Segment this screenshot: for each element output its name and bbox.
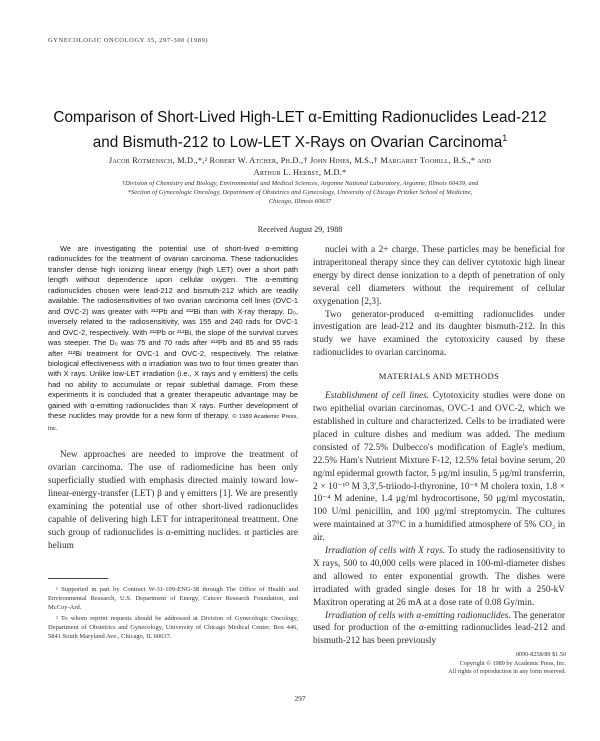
alpha-text: The generator used for production of the α-emitting radionuclides lead-212 and bismuth-212 has been previously: [313, 610, 565, 647]
affiliation-3: Chicago, Illinois 60637: [268, 198, 332, 205]
right-paragraph-2: Two generator-produced α-emitting radionuclides under investigation are lead-212 and its daughter bismuth-212. In this study we have examined the cytotoxicity caused by these radionuclides to ovarian carcinoma.: [313, 309, 565, 359]
footnote-2: ² To whom reprint requests should be addressed at Division of Gynecologic Oncology, Department of Obstetrics and Gynecology, University of Chicago Medical Center, Box 446, 5841 South Maryland Ave., Chicago, IL 60637.: [48, 615, 298, 641]
xray-heading: Irradiation of cells with X rays.: [325, 546, 446, 557]
xray-paragraph: [313, 545, 565, 610]
footnote-divider: [48, 578, 108, 579]
abstract: [48, 244, 298, 434]
abstract-text: We are investigating the potential use of short-lived α-emitting radionuclides for the treatment of ovarian carcinoma. These radionuclides transfer dense high ionizing linear energy (high LET) over a short path length without dependence upon cellular oxygen. The α-emitting radionuclides chosen were lead-212 and bismuth-212 which are readily available. The radiosensitivities of two ovarian carcinoma cell lines (OVC-1 and OVC-2) was greater with ²¹²Pb and ²¹²Bi than with X-ray therapy. D₀, inversely related to the radiosensitivity, was 155 and 240 rads for OVC-1 and OVC-2, respectively. With ²¹²Pb or ²¹²Bi, the slope of the survival curves was steeper. The D₀ was 75 and 70 rads after ²¹²Pb and 85 and 95 rads after ²¹²Bi treatment for OVC-1 and OVC-2, respectively. The relative biological effectiveness with α irradiation was two to four times greater than with X rays. Unlike low-LET irradiation (i.e., X rays and γ emitters) the cells had no ability to accumulate or repair sublethal damage. From these experiments it is concluded that a greater therapeutic advantage may be gained with α-emitting radionuclides than X rays. Further development of these nuclides may provide for a new form of therapy.: [48, 244, 298, 421]
author-list: [40, 155, 560, 179]
right-column: [313, 244, 565, 648]
introduction-paragraph: New approaches are needed to improve the treatment of ovarian carcinoma. The use of radiomedicine has been only superficially studied with emphasis directed mainly toward low-linear-energy-transfer (LET) β and γ emitters [1]. We are presently examining the potential use of other short-lived radionuclides capable of delivering high LET for intraperitoneal treatment. One such group of radionuclides is α-emitting nuclides. α particles are helium: [48, 450, 298, 551]
affiliation-1: †Division of Chemistry and Biology, Environmental and Medical Sciences, Argonne National Laboratory, Argonne, Illinois 60439, and: [121, 180, 479, 187]
alpha-heading: Irradiation of cells with α-emitting radionuclides.: [325, 610, 511, 621]
affiliations: [62, 179, 538, 206]
received-date: Received August 29, 1988: [257, 225, 343, 234]
footnote-1: ¹ Supported in part by Contract W-31-109-ENG-38 through The Office of Health and Environmental Research, U.S. Department of Energy, Cancer Research Foundation, and McCoy-Ard.: [48, 586, 298, 612]
publisher-info: [416, 651, 566, 677]
left-column: [48, 244, 298, 552]
abstract-copyright: © 1989 Academic Press, Inc.: [48, 414, 299, 432]
copyright-line: Copyright © 1989 by Academic Press, Inc.: [459, 659, 566, 667]
journal-header: GYNECOLOGIC ONCOLOGY 35, 297-300 (1989): [48, 37, 209, 44]
section-heading: MATERIALS AND METHODS: [378, 371, 500, 382]
rights-line: All rights of reproduction in any form reserved.: [448, 668, 566, 676]
xray-text: To study the radiosensitivity to X rays, 500 to 40,000 cells were placed in 100-ml-diameter dishes and allowed to enter exponential growth. The dishes were irradiated with graded single doses for 18 hr with a 250-kV Maxitron operating at 26 mA at a dose rate of 0.08 Gy/min.: [313, 546, 565, 608]
page-number: 297: [294, 694, 306, 703]
article-title: [40, 107, 560, 153]
affiliation-2: *Section of Gynecologic Oncology, Department of Obstetrics and Gynecology, University of Chicago Pritzker School of Medicine,: [127, 189, 473, 196]
authors-line-1: Jacob Rotmensch, M.D.,*,² Robert W. Atcher, Ph.D.,† John Hines, M.S.,† Margaret Toohill, B.S.,* and: [108, 156, 492, 165]
title-footnote-mark: 1: [502, 133, 508, 143]
issn-line: 0090-8258/89 $1.50: [515, 651, 566, 658]
cell-lines-text: Cytotoxicity studies were done on two epithelial ovarian carcinomas, OVC-1 and OVC-2, which we established in culture and characterized. Cells to be irradiated were placed in culture dishes and medium was added. The medium consisted of 72.5% Dulbecco's modification of Eagle's medium, 22.5% Ham's Nutrient Mixture F-12, 12.5% fetal bovine serum, 20 ng/ml epidermal growth factor, 5 μg/ml insulin, 5 μg/ml transferrin, 2 × 10⁻¹⁰ M 3,3',5-triiodo-l-thyronine, 10⁻⁸ M cholera toxin, 1.8 × 10⁻⁴ M adenine, 1.4 μg/ml hydrocortisone, 50 μg/ml mycostatin, 100 U/ml penicillin, and 100 μg/ml streptomycin. The cultures were maintained at 37°C in a humidified atmosphere of 5% CO₂ in air.: [313, 391, 566, 544]
footnotes: [48, 585, 298, 644]
authors-line-2: Arthur L. Herbst, M.D.*: [253, 168, 347, 177]
title-text: Comparison of Short-Lived High-LET α-Emitting Radionuclides Lead-212 and Bismuth-212 to Low-LET X-Rays on Ovarian Carcinoma: [53, 109, 547, 152]
alpha-paragraph: [313, 610, 565, 649]
cell-lines-paragraph: [313, 390, 565, 545]
cell-lines-heading: Establishment of cell lines.: [325, 391, 430, 402]
right-paragraph-1: nuclei with a 2+ charge. These particles may be beneficial for intraperitoneal therapy since they can deliver cytotoxic high linear energy by direct dense ionization to a depth of penetration of only several cell diameters without the requirement of cellular oxygenation [2,3].: [313, 245, 565, 307]
